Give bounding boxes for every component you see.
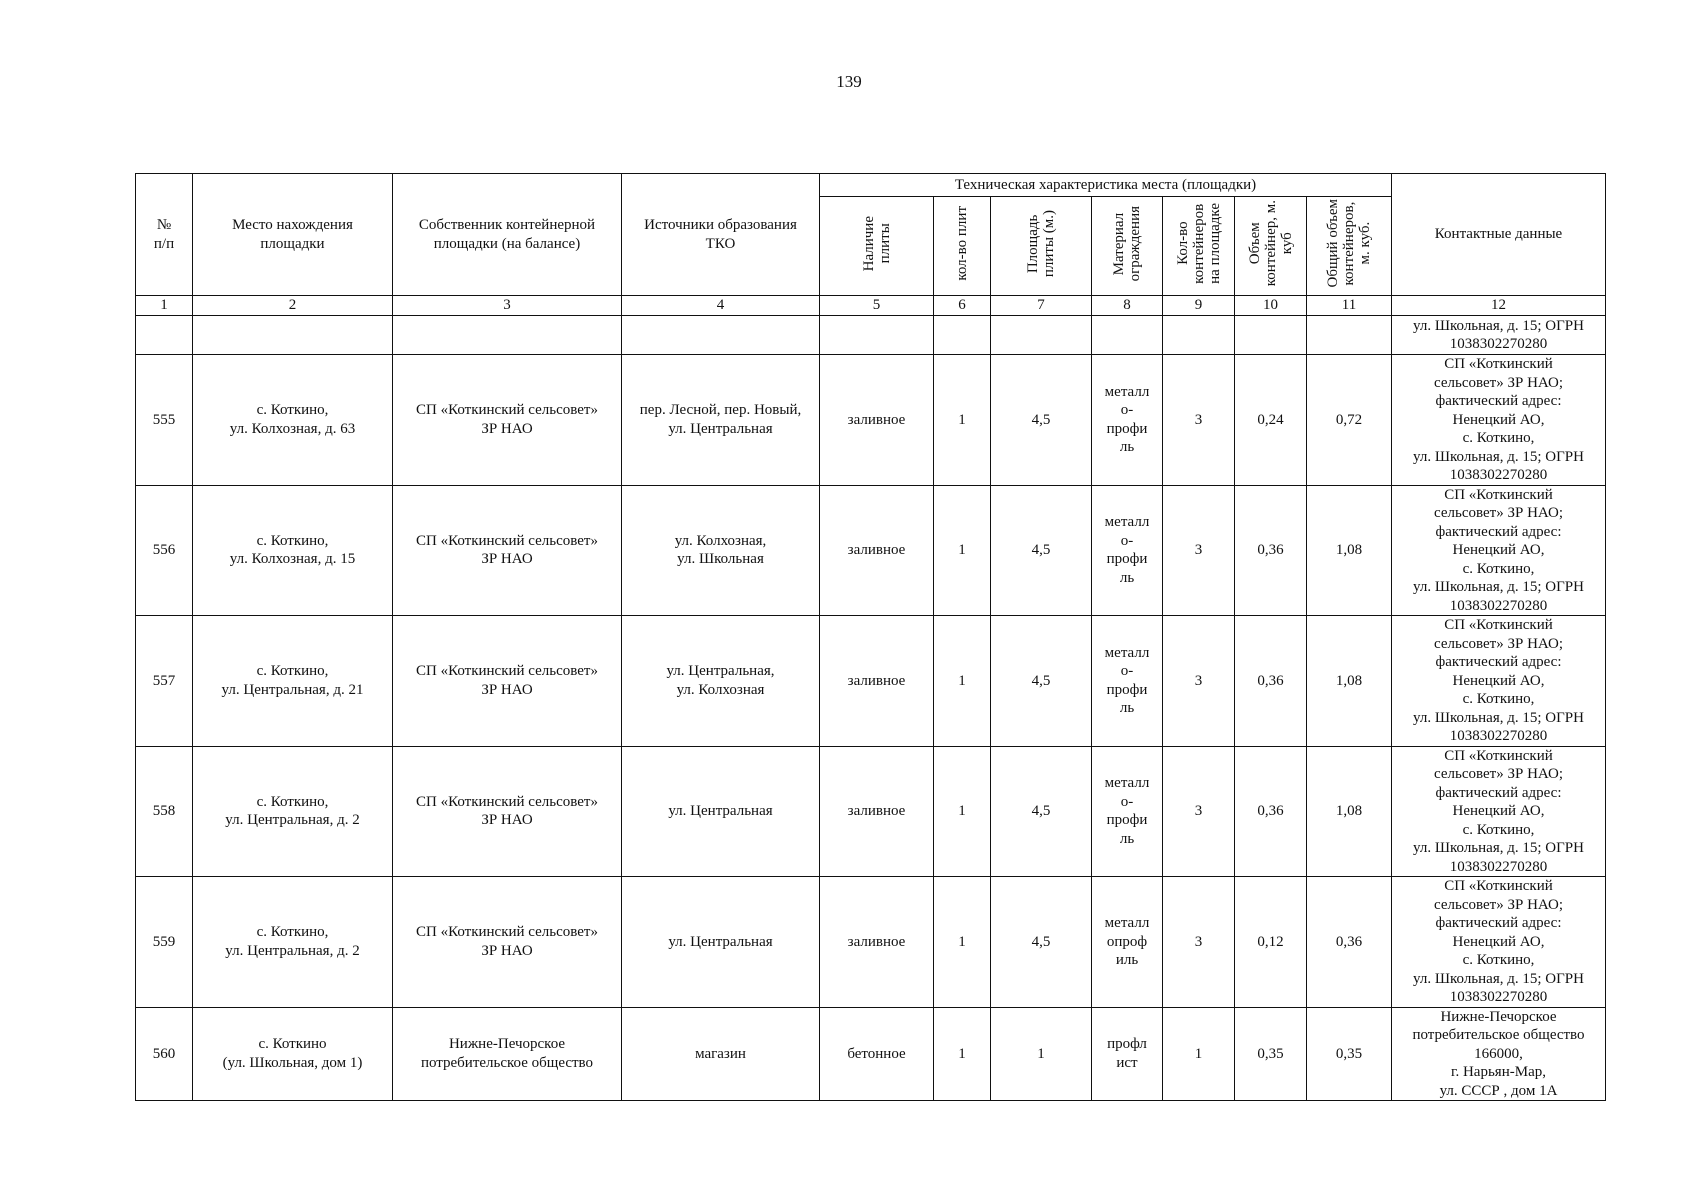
row-containers: 3: [1163, 616, 1235, 747]
row-slab-count: 1: [934, 877, 991, 1008]
row-num: 560: [136, 1007, 193, 1101]
row-num: 559: [136, 877, 193, 1008]
header-tech-group: Техническая характеристика места (площадки): [820, 174, 1392, 197]
row-contacts: СП «Коткинский сельсовет» ЗР НАО; фактический адрес: Ненецкий АО, с. Коткино, ул. Школьная, д. 15; ОГРН 1038302270280: [1392, 485, 1606, 616]
row-owner: СП «Коткинский сельсовет» ЗР НАО: [393, 877, 622, 1008]
header-slab-count: кол-во плит: [954, 205, 970, 281]
header-slab-area: Площадь плиты (м.): [1025, 209, 1057, 277]
row-area: 4,5: [991, 355, 1092, 486]
column-number: 12: [1392, 296, 1606, 316]
row-slab-count: 1: [934, 485, 991, 616]
row-owner: Нижне-Печорское потребительское общество: [393, 1007, 622, 1101]
row-containers: 1: [1163, 1007, 1235, 1101]
row-volume: 0,36: [1235, 485, 1307, 616]
row-sources: ул. Центральная, ул. Колхозная: [622, 616, 820, 747]
continuation-contact: ул. Школьная, д. 15; ОГРН 1038302270280: [1392, 316, 1606, 355]
column-number: 11: [1307, 296, 1392, 316]
row-place: с. Коткино, ул. Центральная, д. 2: [193, 746, 393, 877]
table-row: [136, 485, 1606, 616]
row-area: 4,5: [991, 746, 1092, 877]
row-slab: бетонное: [820, 1007, 934, 1101]
column-number: 6: [934, 296, 991, 316]
header-total-volume: Общий объем контейнеров, м. куб.: [1325, 199, 1373, 288]
row-total: 0,36: [1307, 877, 1392, 1008]
header-contacts: Контактные данные: [1392, 174, 1606, 296]
row-owner: СП «Коткинский сельсовет» ЗР НАО: [393, 746, 622, 877]
header-place: Место нахождения площадки: [193, 174, 393, 296]
header-sources: Источники образования ТКО: [622, 174, 820, 296]
row-contacts: СП «Коткинский сельсовет» ЗР НАО; фактический адрес: Ненецкий АО, с. Коткино, ул. Школьная, д. 15; ОГРН 1038302270280: [1392, 616, 1606, 747]
column-number: 9: [1163, 296, 1235, 316]
row-containers: 3: [1163, 485, 1235, 616]
row-sources: ул. Центральная: [622, 877, 820, 1008]
header-owner: Собственник контейнерной площадки (на балансе): [393, 174, 622, 296]
row-slab: заливное: [820, 485, 934, 616]
row-area: 1: [991, 1007, 1092, 1101]
row-contacts: Нижне-Печорское потребительское общество 166000, г. Нарьян-Мар, ул. СССР , дом 1А: [1392, 1007, 1606, 1101]
row-sources: ул. Центральная: [622, 746, 820, 877]
row-containers: 3: [1163, 746, 1235, 877]
row-slab-count: 1: [934, 616, 991, 747]
table-row: [136, 355, 1606, 486]
column-number: 8: [1092, 296, 1163, 316]
header-total-volume-cell: [1307, 197, 1392, 296]
row-slab: заливное: [820, 877, 934, 1008]
row-place: с. Коткино, ул. Центральная, д. 2: [193, 877, 393, 1008]
row-total: 1,08: [1307, 746, 1392, 877]
row-sources: ул. Колхозная, ул. Школьная: [622, 485, 820, 616]
row-num: 556: [136, 485, 193, 616]
row-volume: 0,36: [1235, 746, 1307, 877]
row-total: 1,08: [1307, 616, 1392, 747]
continuation-row: [136, 316, 1606, 355]
header-volume-cell: [1235, 197, 1307, 296]
row-num: 558: [136, 746, 193, 877]
row-containers: 3: [1163, 877, 1235, 1008]
row-area: 4,5: [991, 877, 1092, 1008]
header-containers-cell: [1163, 197, 1235, 296]
header-slab-present: Наличие плиты: [860, 215, 893, 271]
row-sources: магазин: [622, 1007, 820, 1101]
row-slab-count: 1: [934, 355, 991, 486]
row-num: 557: [136, 616, 193, 747]
row-fence: металл о- профи ль: [1092, 746, 1163, 877]
header-slab-present-cell: [820, 197, 934, 296]
row-place: с. Коткино, ул. Колхозная, д. 63: [193, 355, 393, 486]
row-area: 4,5: [991, 485, 1092, 616]
row-total: 1,08: [1307, 485, 1392, 616]
row-fence: металл опроф иль: [1092, 877, 1163, 1008]
column-number: 1: [136, 296, 193, 316]
row-owner: СП «Коткинский сельсовет» ЗР НАО: [393, 485, 622, 616]
row-owner: СП «Коткинский сельсовет» ЗР НАО: [393, 616, 622, 747]
row-fence: металл о- профи ль: [1092, 355, 1163, 486]
row-volume: 0,24: [1235, 355, 1307, 486]
row-volume: 0,36: [1235, 616, 1307, 747]
header-slab-area-cell: [991, 197, 1092, 296]
column-number: 10: [1235, 296, 1307, 316]
column-number: 4: [622, 296, 820, 316]
row-slab-count: 1: [934, 746, 991, 877]
row-volume: 0,12: [1235, 877, 1307, 1008]
column-number: 2: [193, 296, 393, 316]
header-containers: Кол-во контейнеров на площадке: [1174, 202, 1223, 284]
header-slab-count-cell: [934, 197, 991, 296]
column-number-row: [136, 296, 1606, 316]
row-total: 0,35: [1307, 1007, 1392, 1101]
table-row: [136, 616, 1606, 747]
header-row-top: [136, 174, 1606, 197]
row-place: с. Коткино (ул. Школьная, дом 1): [193, 1007, 393, 1101]
header-fence: Материал ограждения: [1111, 205, 1143, 281]
row-total: 0,72: [1307, 355, 1392, 486]
row-place: с. Коткино, ул. Центральная, д. 21: [193, 616, 393, 747]
row-owner: СП «Коткинский сельсовет» ЗР НАО: [393, 355, 622, 486]
column-number: 7: [991, 296, 1092, 316]
row-volume: 0,35: [1235, 1007, 1307, 1101]
row-sources: пер. Лесной, пер. Новый, ул. Центральная: [622, 355, 820, 486]
row-contacts: СП «Коткинский сельсовет» ЗР НАО; фактический адрес: Ненецкий АО, с. Коткино, ул. Школьная, д. 15; ОГРН 1038302270280: [1392, 746, 1606, 877]
row-slab: заливное: [820, 355, 934, 486]
row-fence: металл о- профи ль: [1092, 616, 1163, 747]
column-number: 5: [820, 296, 934, 316]
table-row: [136, 1007, 1606, 1101]
column-number: 3: [393, 296, 622, 316]
row-slab-count: 1: [934, 1007, 991, 1101]
row-fence: металл о- профи ль: [1092, 485, 1163, 616]
table-row: [136, 877, 1606, 1008]
header-volume: Объем контейнер, м. куб: [1246, 200, 1295, 287]
row-containers: 3: [1163, 355, 1235, 486]
row-place: с. Коткино, ул. Колхозная, д. 15: [193, 485, 393, 616]
row-num: 555: [136, 355, 193, 486]
row-contacts: СП «Коткинский сельсовет» ЗР НАО; фактический адрес: Ненецкий АО, с. Коткино, ул. Школьная, д. 15; ОГРН 1038302270280: [1392, 355, 1606, 486]
row-area: 4,5: [991, 616, 1092, 747]
row-slab: заливное: [820, 616, 934, 747]
container-site-registry-table: [135, 173, 1606, 1101]
table-row: [136, 746, 1606, 877]
header-fence-cell: [1092, 197, 1163, 296]
page-number: 139: [836, 72, 862, 91]
row-fence: профл ист: [1092, 1007, 1163, 1101]
row-slab: заливное: [820, 746, 934, 877]
header-num: № п/п: [136, 174, 193, 296]
row-contacts: СП «Коткинский сельсовет» ЗР НАО; фактический адрес: Ненецкий АО, с. Коткино, ул. Школьная, д. 15; ОГРН 1038302270280: [1392, 877, 1606, 1008]
